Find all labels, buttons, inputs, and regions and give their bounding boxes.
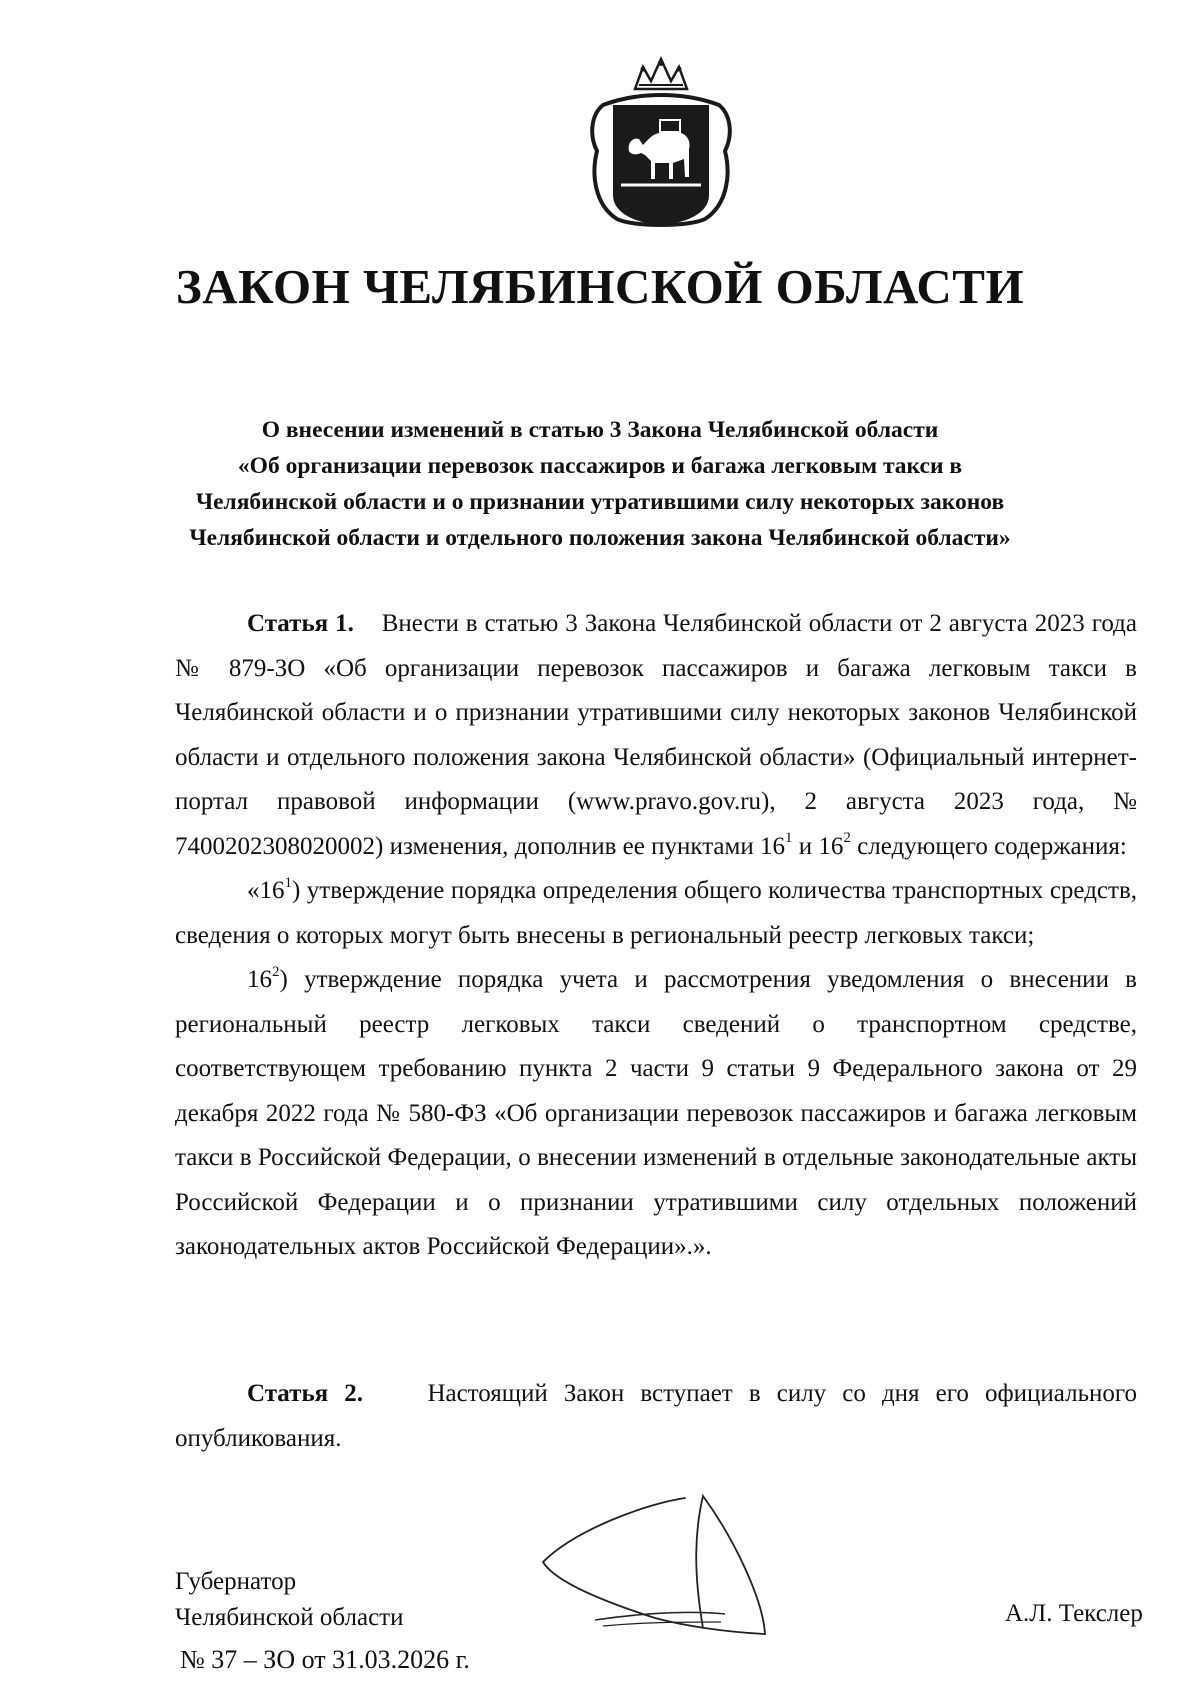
coat-of-arms-emblem-icon bbox=[583, 55, 739, 233]
handwritten-signature bbox=[535, 1490, 780, 1638]
superscript: 1 bbox=[284, 874, 292, 891]
article-1 bbox=[175, 602, 1137, 1270]
subject-line: Челябинской области и отдельного положения закона Челябинской области» bbox=[189, 525, 1011, 551]
article-1-label: Статья 1. bbox=[247, 610, 354, 637]
item-16-2-text: ) утверждение порядка учета и рассмотрения уведомления о внесении в региональный реестр легковых такси сведений о транспортном средстве, соответствующем требованию пункта 2 части 9 статьи 9 Федерального закона от 29 декабря 2022 года № 580-ФЗ «Об организации перевозок пассажиров и багажа легковым такси в Российской Федерации, о внесении изменений в отдельные законодательные акты Российской Федерации и о признании утратившими силу отдельных положений законодательных актов Российской Федерации».». bbox=[175, 966, 1137, 1260]
governor-title bbox=[175, 1564, 403, 1636]
law-number-date: № 37 – ЗО от 31.03.2026 г. bbox=[180, 1645, 470, 1674]
subject-line: Челябинской области и о признании утратившими силу некоторых законов bbox=[195, 489, 1005, 515]
superscript: 2 bbox=[843, 830, 851, 847]
governor-title-line: Губернатор bbox=[175, 1568, 297, 1595]
article-1-text-c: следующего содержания: bbox=[850, 832, 1127, 860]
item-16-1-text: ) утверждение порядка определения общего количества транспортных средств, сведения о которых могут быть внесены в региональный реестр легковых такси; bbox=[175, 877, 1137, 949]
law-subject-heading bbox=[170, 412, 1030, 556]
article-2-text: Настоящий Закон вступает в силу со дня его официального опубликования. bbox=[175, 1380, 1138, 1452]
item-16-2 bbox=[175, 958, 1137, 1270]
governor-name: А.Л. Текслер bbox=[1005, 1600, 1143, 1627]
article-2-paragraph bbox=[175, 1372, 1137, 1461]
article-1-text-b: и 16 bbox=[792, 832, 844, 860]
law-title: ЗАКОН ЧЕЛЯБИНСКОЙ ОБЛАСТИ bbox=[175, 259, 1025, 314]
item-number: 16 bbox=[247, 966, 272, 993]
item-number: «16 bbox=[247, 877, 285, 904]
superscript: 1 bbox=[784, 830, 793, 847]
article-2-label: Статья 2. bbox=[247, 1380, 364, 1407]
subject-line: «Об организации перевозок пассажиров и багажа легковым такси в bbox=[237, 453, 963, 479]
governor-title-line: Челябинской области bbox=[175, 1604, 404, 1631]
subject-line: О внесении изменений в статью 3 Закона Челябинской области bbox=[261, 417, 939, 443]
article-1-intro bbox=[175, 602, 1137, 869]
superscript: 2 bbox=[272, 963, 280, 980]
article-2 bbox=[175, 1372, 1137, 1461]
article-1-text-a: Внести в статью 3 Закона Челябинской области от 2 августа 2023 года № 879-ЗО «Об организации перевозок пассажиров и багажа легковым такси в Челябинской области и о признании утратившими силу некоторых законов Челябинской области и отдельного положения закона Челябинской области» (Официальный интернет-портал правовой информации (www.pravo.gov.ru), 2 августа 2023 года, № 7400202308020002) изменения, дополнив ее пунктами 16 bbox=[175, 610, 1137, 860]
item-16-1 bbox=[175, 869, 1137, 958]
